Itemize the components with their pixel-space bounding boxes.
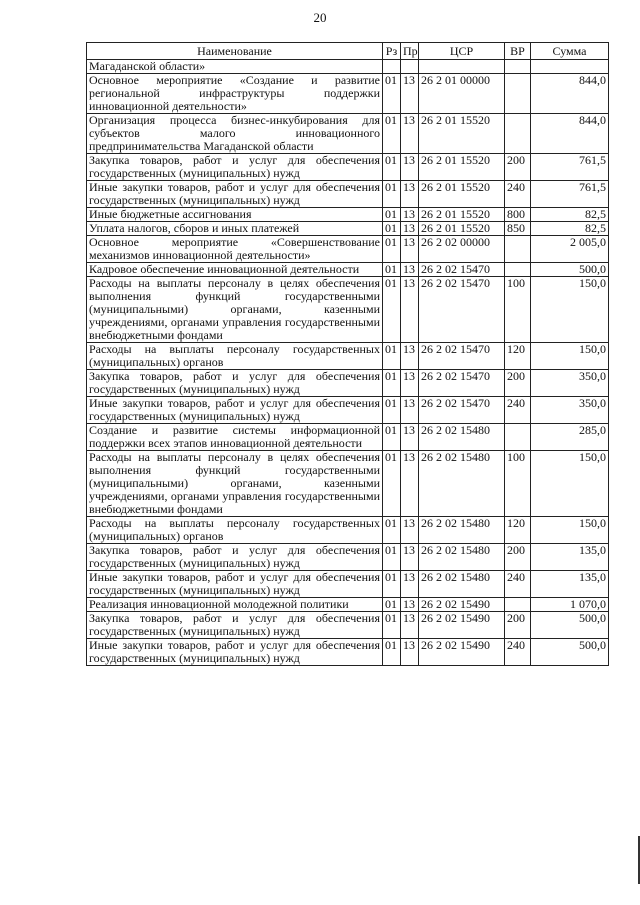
cell-vr: 120 [505,343,531,370]
cell-name: Иные закупки товаров, работ и услуг для обеспечения государственных (муниципальных) нужд [87,571,383,598]
cell-sum: 135,0 [531,571,609,598]
table-row [87,263,609,277]
cell-sum: 350,0 [531,397,609,424]
cell-sum: 135,0 [531,544,609,571]
cell-sum: 150,0 [531,343,609,370]
cell-name: Создание и развитие системы информационной поддержки всех этапов инновационной деятельности [87,424,383,451]
cell-pr: 13 [401,74,419,114]
cell-sum: 500,0 [531,639,609,666]
cell-vr: 240 [505,571,531,598]
cell-name: Расходы на выплаты персоналу в целях обеспечения выполнения функций государственными (муниципальными) органами, казенными учреждениями, органами управления государственными внебюджетными фондами [87,451,383,517]
cell-name: Реализация инновационной молодежной политики [87,598,383,612]
cell-name: Закупка товаров, работ и услуг для обеспечения государственных (муниципальных) нужд [87,544,383,571]
table-row [87,277,609,343]
cell-rz: 01 [383,451,401,517]
cell-sum: 150,0 [531,277,609,343]
cell-pr: 13 [401,397,419,424]
table-row [87,639,609,666]
cell-name: Организация процесса бизнес-инкубирования для субъектов малого инновационного предпринимательства Магаданской области [87,114,383,154]
cell-name: Закупка товаров, работ и услуг для обеспечения государственных (муниципальных) нужд [87,154,383,181]
cell-pr: 13 [401,424,419,451]
table-body [87,60,609,666]
cell-pr: 13 [401,451,419,517]
cell-csr: 26 2 02 15470 [419,397,505,424]
cell-pr: 13 [401,370,419,397]
cell-csr: 26 2 02 15470 [419,277,505,343]
cell-csr: 26 2 02 15490 [419,639,505,666]
cell-rz: 01 [383,639,401,666]
cell-pr [401,60,419,74]
cell-pr: 13 [401,114,419,154]
cell-sum: 844,0 [531,74,609,114]
cell-csr: 26 2 02 15480 [419,517,505,544]
table-row [87,517,609,544]
cell-csr: 26 2 01 15520 [419,154,505,181]
cell-sum: 82,5 [531,208,609,222]
cell-sum: 150,0 [531,517,609,544]
cell-rz: 01 [383,397,401,424]
cell-rz: 01 [383,277,401,343]
cell-name: Основное мероприятие «Создание и развитие региональной инфраструктуры поддержки инновационной деятельности» [87,74,383,114]
cell-sum: 500,0 [531,612,609,639]
cell-vr [505,236,531,263]
cell-name: Закупка товаров, работ и услуг для обеспечения государственных (муниципальных) нужд [87,612,383,639]
cell-csr: 26 2 02 15470 [419,370,505,397]
header-pr: Пр [401,43,419,60]
cell-name: Кадровое обеспечение инновационной деятельности [87,263,383,277]
cell-vr: 200 [505,612,531,639]
cell-sum: 761,5 [531,154,609,181]
table-row [87,236,609,263]
header-vr: ВР [505,43,531,60]
cell-csr: 26 2 01 15520 [419,114,505,154]
cell-name: Иные закупки товаров, работ и услуг для обеспечения государственных (муниципальных) нужд [87,181,383,208]
table-row [87,154,609,181]
table-row [87,544,609,571]
header-name: Наименование [87,43,383,60]
cell-rz: 01 [383,236,401,263]
cell-csr: 26 2 02 15480 [419,451,505,517]
cell-sum [531,60,609,74]
cell-csr: 26 2 02 15480 [419,424,505,451]
cell-vr: 240 [505,181,531,208]
cell-name: Уплата налогов, сборов и иных платежей [87,222,383,236]
table-row [87,181,609,208]
cell-sum: 285,0 [531,424,609,451]
table-row [87,424,609,451]
cell-name: Расходы на выплаты персоналу государственных (муниципальных) органов [87,517,383,544]
cell-csr: 26 2 02 15490 [419,612,505,639]
cell-vr: 120 [505,517,531,544]
table-row [87,208,609,222]
cell-sum: 350,0 [531,370,609,397]
cell-sum: 2 005,0 [531,236,609,263]
cell-rz: 01 [383,544,401,571]
cell-vr: 100 [505,451,531,517]
cell-csr: 26 2 01 15520 [419,208,505,222]
cell-sum: 1 070,0 [531,598,609,612]
cell-pr: 13 [401,263,419,277]
cell-vr [505,424,531,451]
cell-sum: 761,5 [531,181,609,208]
cell-pr: 13 [401,181,419,208]
cell-rz: 01 [383,370,401,397]
cell-name: Расходы на выплаты персоналу в целях обеспечения выполнения функций государственными (муниципальными) органами, казенными учреждениями, органами управления государственными внебюджетными фондами [87,277,383,343]
cell-name: Магаданской области» [87,60,383,74]
cell-sum: 82,5 [531,222,609,236]
cell-rz: 01 [383,598,401,612]
cell-rz: 01 [383,517,401,544]
cell-name: Иные закупки товаров, работ и услуг для обеспечения государственных (муниципальных) нужд [87,397,383,424]
cell-csr: 26 2 02 15470 [419,263,505,277]
cell-pr: 13 [401,236,419,263]
cell-vr: 240 [505,639,531,666]
cell-rz: 01 [383,343,401,370]
cell-vr: 200 [505,370,531,397]
cell-rz: 01 [383,208,401,222]
cell-rz: 01 [383,263,401,277]
budget-table [86,42,609,666]
cell-name: Расходы на выплаты персоналу государственных (муниципальных) органов [87,343,383,370]
cell-rz: 01 [383,74,401,114]
cell-sum: 150,0 [531,451,609,517]
cell-rz: 01 [383,571,401,598]
cell-name: Основное мероприятие «Совершенствование механизмов инновационной деятельности» [87,236,383,263]
cell-pr: 13 [401,571,419,598]
cell-csr: 26 2 01 00000 [419,74,505,114]
cell-csr: 26 2 01 15520 [419,222,505,236]
cell-vr [505,263,531,277]
table-row [87,343,609,370]
cell-rz: 01 [383,181,401,208]
cell-pr: 13 [401,277,419,343]
cell-pr: 13 [401,154,419,181]
cell-vr [505,60,531,74]
cell-vr: 200 [505,154,531,181]
header-sum: Сумма [531,43,609,60]
page-number: 20 [313,10,327,25]
cell-pr: 13 [401,544,419,571]
cell-vr: 100 [505,277,531,343]
cell-vr: 240 [505,397,531,424]
cell-name: Закупка товаров, работ и услуг для обеспечения государственных (муниципальных) нужд [87,370,383,397]
cell-name: Иные закупки товаров, работ и услуг для обеспечения государственных (муниципальных) нужд [87,639,383,666]
table-header-row [87,43,609,60]
cell-rz: 01 [383,612,401,639]
table-row [87,451,609,517]
cell-sum: 500,0 [531,263,609,277]
cell-pr: 13 [401,598,419,612]
cell-csr: 26 2 01 15520 [419,181,505,208]
table-row [87,222,609,236]
header-csr: ЦСР [419,43,505,60]
cell-pr: 13 [401,639,419,666]
table-row [87,60,609,74]
table-row [87,370,609,397]
cell-csr: 26 2 02 00000 [419,236,505,263]
cell-rz: 01 [383,114,401,154]
table-row [87,74,609,114]
cell-csr [419,60,505,74]
header-rz: Рз [383,43,401,60]
cell-csr: 26 2 02 15470 [419,343,505,370]
cell-pr: 13 [401,343,419,370]
cell-vr [505,114,531,154]
table-row [87,397,609,424]
cell-rz: 01 [383,154,401,181]
cell-vr [505,74,531,114]
cell-vr: 200 [505,544,531,571]
table-row [87,114,609,154]
cell-rz [383,60,401,74]
cell-csr: 26 2 02 15480 [419,571,505,598]
cell-vr: 800 [505,208,531,222]
cell-pr: 13 [401,222,419,236]
cell-csr: 26 2 02 15480 [419,544,505,571]
cell-sum: 844,0 [531,114,609,154]
cell-vr: 850 [505,222,531,236]
cell-pr: 13 [401,517,419,544]
cell-csr: 26 2 02 15490 [419,598,505,612]
cell-vr [505,598,531,612]
cell-pr: 13 [401,208,419,222]
table-row [87,612,609,639]
cell-rz: 01 [383,222,401,236]
table-row [87,598,609,612]
cell-pr: 13 [401,612,419,639]
cell-rz: 01 [383,424,401,451]
cell-name: Иные бюджетные ассигнования [87,208,383,222]
table-row [87,571,609,598]
